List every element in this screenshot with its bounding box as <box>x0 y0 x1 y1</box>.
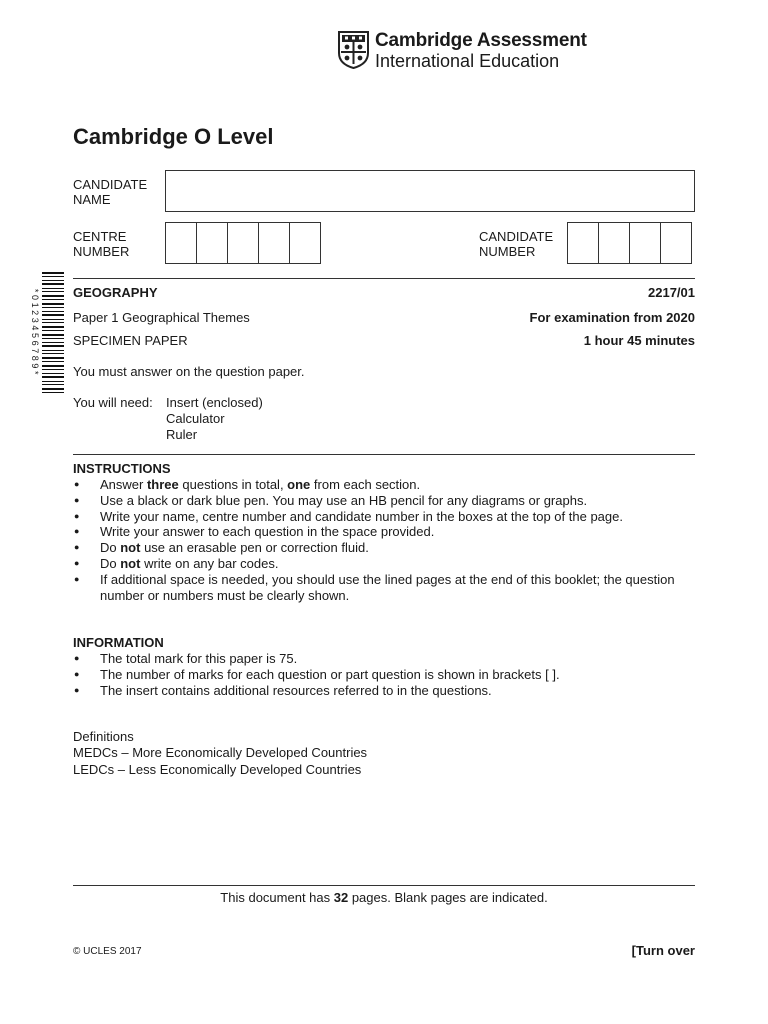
barcode-bar <box>42 291 64 292</box>
paper-code: 2217/01 <box>648 285 695 300</box>
centre-number-cell[interactable] <box>227 222 259 264</box>
barcode-bar <box>42 357 64 359</box>
barcode-bar <box>42 295 64 297</box>
label-line: NAME <box>73 192 111 207</box>
information-list <box>73 651 695 698</box>
instruction-item: ● Do not write on any bar codes. <box>73 556 695 572</box>
barcode-bar <box>42 369 64 370</box>
information-item: ● The total mark for this paper is 75. <box>73 651 695 667</box>
barcode-bar <box>42 299 64 300</box>
barcode-bar <box>42 272 64 274</box>
instruction-item: ● Do not use an erasable pen or correction fluid. <box>73 540 695 556</box>
barcode-bar <box>42 353 64 354</box>
centre-number-cell[interactable] <box>196 222 228 264</box>
definition-item: MEDCs – More Economically Developed Countries <box>73 745 368 761</box>
exam-from: For examination from 2020 <box>529 310 695 325</box>
equipment-item: Insert (enclosed) <box>166 395 263 410</box>
label-line: NUMBER <box>73 244 130 259</box>
centre-number-cell[interactable] <box>165 222 197 264</box>
information-item: ● The number of marks for each question or part question is shown in brackets [ ]. <box>73 667 695 683</box>
paper-type: SPECIMEN PAPER <box>73 333 188 348</box>
barcode-bar <box>42 365 64 367</box>
label-line: CANDIDATE <box>73 177 148 192</box>
barcode <box>28 272 68 396</box>
you-will-need-list <box>166 395 263 442</box>
cambridge-logo <box>338 30 598 72</box>
candidate-number-cell[interactable] <box>567 222 599 264</box>
logo-line-2: International Education <box>375 51 560 71</box>
barcode-bar <box>42 311 64 312</box>
divider <box>73 278 695 279</box>
barcode-bar <box>42 381 64 382</box>
candidate-number-cell[interactable] <box>598 222 630 264</box>
barcode-bar <box>42 283 64 285</box>
barcode-bar <box>42 280 64 281</box>
candidate-name-field[interactable] <box>165 170 695 212</box>
barcode-text: *0123456789* <box>30 288 40 378</box>
barcode-bar <box>42 334 64 336</box>
barcode-bar <box>42 392 64 393</box>
definitions-heading: Definitions <box>73 729 134 744</box>
centre-number-cell[interactable] <box>289 222 321 264</box>
you-will-need-label: You will need: <box>73 395 153 410</box>
instruction-item: ● If additional space is needed, you should use the lined pages at the end of this booklet; the question number or numbers must be clearly shown. <box>73 572 695 604</box>
barcode-bar <box>42 376 64 378</box>
instruction-item: ● Write your name, centre number and candidate number in the boxes at the top of the page. <box>73 509 695 525</box>
instructions-heading: INSTRUCTIONS <box>73 461 171 476</box>
candidate-number-cell[interactable] <box>660 222 692 264</box>
label-line: NUMBER <box>479 244 536 259</box>
information-item: ● The insert contains additional resources referred to in the questions. <box>73 683 695 699</box>
equipment-item: Ruler <box>166 426 198 442</box>
turn-over: [Turn over <box>631 943 695 958</box>
crest-icon <box>338 31 369 69</box>
barcode-bar <box>42 319 64 320</box>
instruction-item: ● Answer three questions in total, one from each section. <box>73 477 695 493</box>
barcode-bar <box>42 384 64 385</box>
barcode-bar <box>42 361 64 362</box>
barcode-bar <box>42 342 64 343</box>
barcode-bar <box>42 276 64 277</box>
label-line: CENTRE <box>73 229 127 244</box>
instruction-item: ● Use a black or dark blue pen. You may use an HB pencil for any diagrams or graphs. <box>73 493 695 509</box>
logo-line-1: Cambridge Assessment <box>375 30 587 51</box>
centre-number-cell[interactable] <box>258 222 290 264</box>
candidate-number-label <box>479 229 553 259</box>
barcode-bar <box>42 388 64 390</box>
barcode-bar <box>42 322 64 323</box>
barcode-bar <box>42 345 64 347</box>
barcode-bar <box>42 338 64 339</box>
barcode-bar <box>42 314 64 316</box>
instructions-list <box>73 477 695 603</box>
candidate-name-label <box>73 177 147 207</box>
barcode-bar <box>42 373 64 374</box>
duration: 1 hour 45 minutes <box>583 333 695 348</box>
definition-item: LEDCs – Less Economically Developed Countries <box>73 761 362 777</box>
qualification-title: Cambridge O Level <box>73 124 274 149</box>
barcode-bar <box>42 307 64 308</box>
divider <box>73 885 695 886</box>
page-count-note: This document has 32 pages. Blank pages are indicated. <box>220 890 548 905</box>
centre-number-label <box>73 229 129 259</box>
candidate-number-cell[interactable] <box>629 222 661 264</box>
barcode-bar <box>42 350 64 351</box>
definitions <box>73 729 367 778</box>
copyright: © UCLES 2017 <box>73 946 142 957</box>
centre-number-boxes <box>165 222 321 264</box>
barcode-bar <box>42 330 64 331</box>
label-line: CANDIDATE <box>479 229 554 244</box>
equipment-item: Calculator <box>166 410 225 426</box>
information-heading: INFORMATION <box>73 635 164 650</box>
answer-note: You must answer on the question paper. <box>73 364 305 379</box>
barcode-bar <box>42 288 64 289</box>
candidate-number-boxes <box>567 222 692 264</box>
subject: GEOGRAPHY <box>73 285 158 300</box>
barcode-bar <box>42 326 64 328</box>
instruction-item: ● Write your answer to each question in the space provided. <box>73 524 695 540</box>
divider <box>73 454 695 455</box>
barcode-bar <box>42 303 64 305</box>
paper-name: Paper 1 Geographical Themes <box>73 310 250 325</box>
